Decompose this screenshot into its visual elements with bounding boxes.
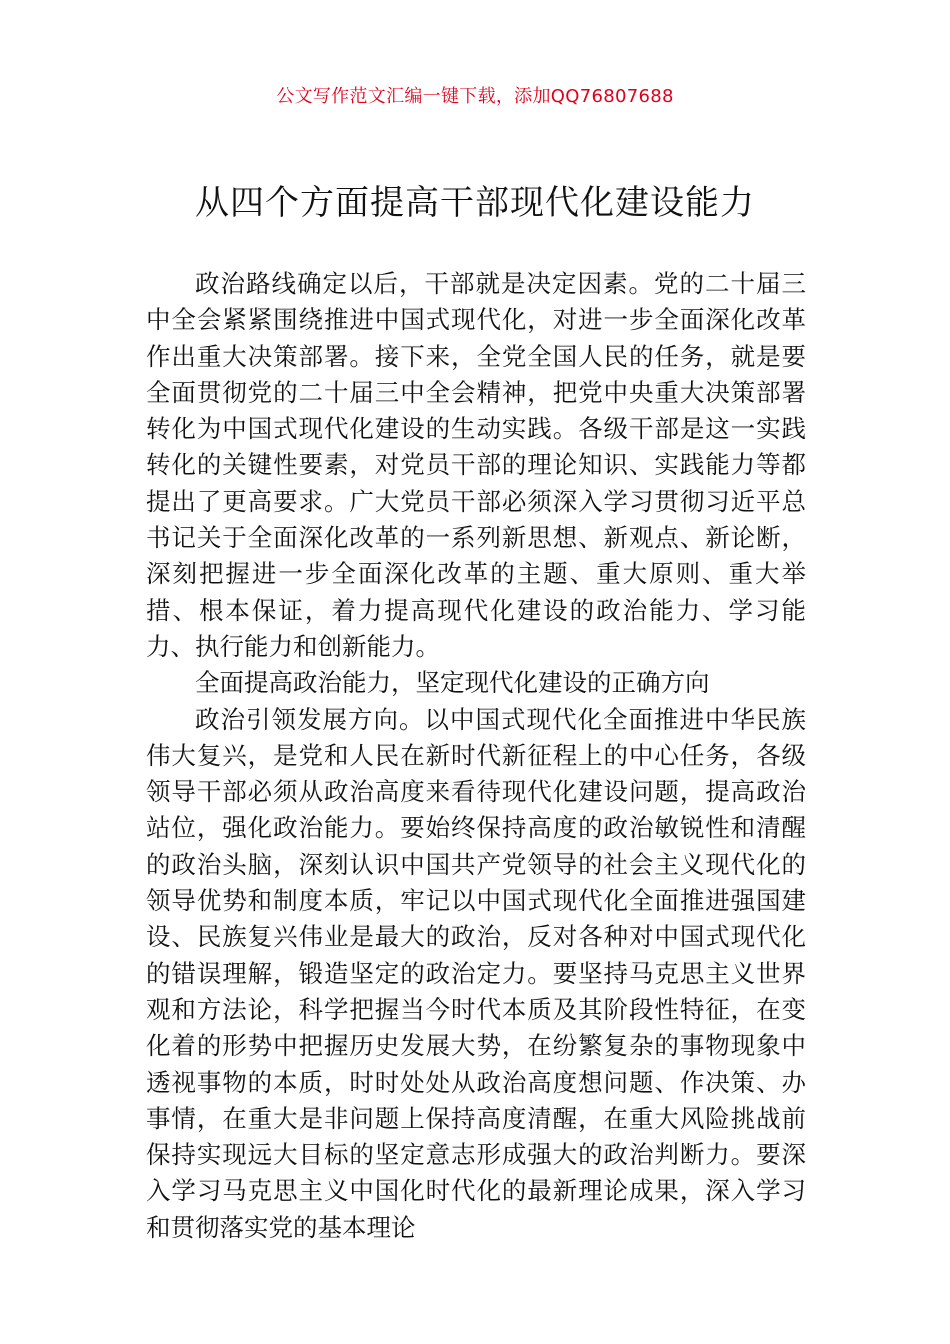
section-heading: 全面提高政治能力，坚定现代化建设的正确方向 [195,668,710,698]
document-title: 从四个方面提高干部现代化建设能力 [195,183,755,223]
body-paragraph: 政治路线确定以后，干部就是决定因素。党的二十届三中全会紧紧围绕推进中国式现代化，对进一步全面深化改革作出重大决策部署。接下来，全党全国人民的任务，就是要全面贯彻党的二十届三中全会精神，把党中央重大决策部署转化为中国式现代化建设的生动实践。各级干部是这一实践转化的关键性要素，对党员干部的理论知识、实践能力等都提出了更高要求。广大党员干部必须深入学习贯彻习近平总书记关于全面深化改革的一系列新思想、新观点、新论断，深刻把握进一步全面深化改革的主题、重大原则、重大举措、根本保证，着力提高现代化建设的政治能力、学习能力、执行能力和创新能力。 [146,269,806,661]
header-banner: 公文写作范文汇编一键下载，添加QQ76807688 [276,86,674,107]
body-paragraph: 政治引领发展方向。以中国式现代化全面推进中华民族伟大复兴，是党和人民在新时代新征程上的中心任务，各级领导干部必须从政治高度来看待现代化建设问题，提高政治站位，强化政治能力。要始终保持高度的政治敏锐性和清醒的政治头脑，深刻认识中国共产党领导的社会主义现代化的领导优势和制度本质，牢记以中国式现代化全面推进强国建设、民族复兴伟业是最大的政治，反对各种对中国式现代化的错误理解，锻造坚定的政治定力。要坚持马克思主义世界观和方法论，科学把握当今时代本质及其阶段性特征，在变化着的形势中把握历史发展大势，在纷繁复杂的事物现象中透视事物的本质，时时处处从政治高度想问题、作决策、办事情，在重大是非问题上保持高度清醒，在重大风险挑战前保持实现远大目标的坚定意志形成强大的政治判断力。要深入学习马克思主义中国化时代化的最新理论成果，深入学习和贯彻落实党的基本理论 [146,704,806,1242]
document-body [146,266,806,1246]
